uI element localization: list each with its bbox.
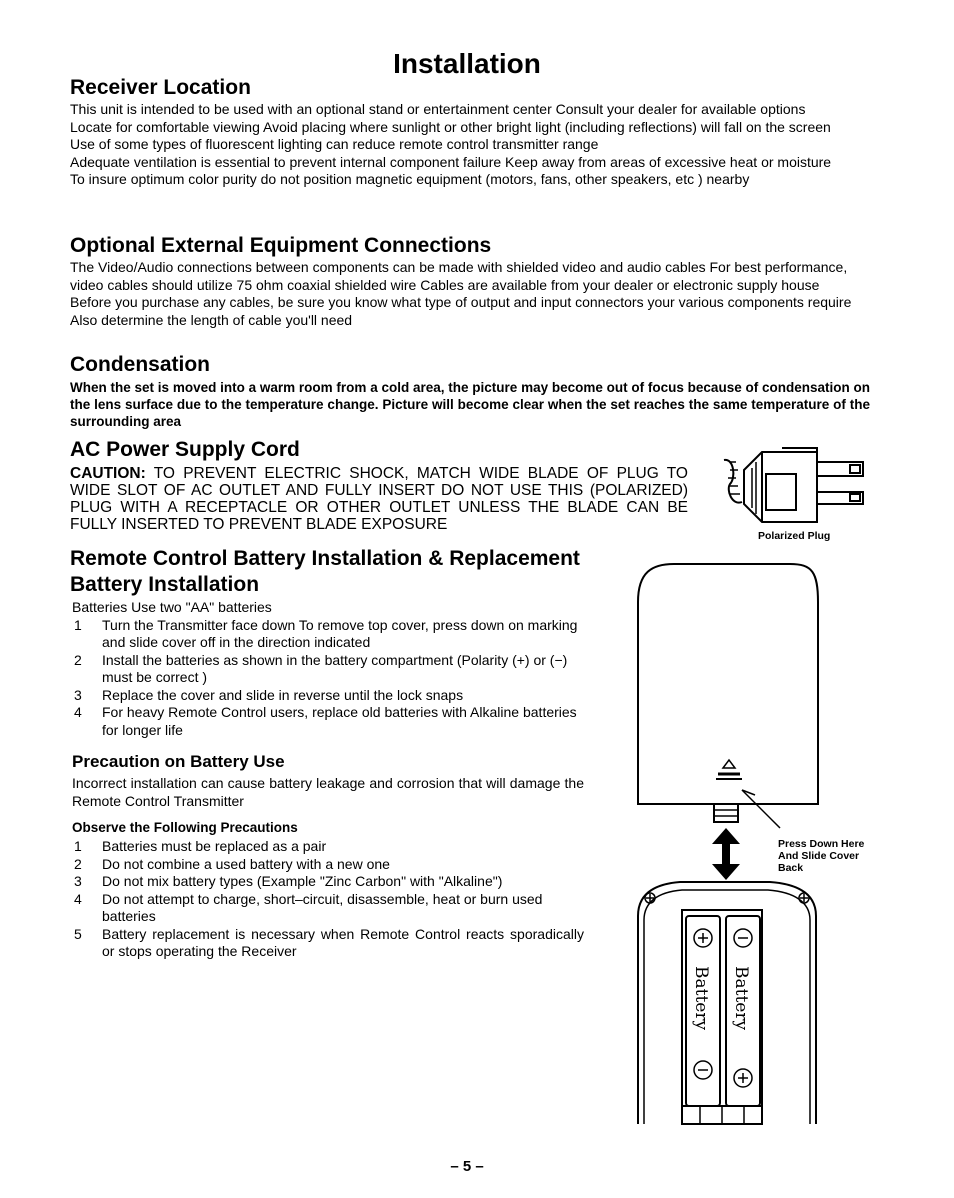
precaution-item: 3 Do not mix battery types (Example "Zinc Carbon" with "Alkaline") <box>74 873 503 889</box>
external-paragraph: The Video/Audio connections between components can be made with shielded video and audio cables For best performance, video cables should utilize 75 ohm coaxial shielded wire Cables are available from your dealer or electronic supply house <box>70 259 848 293</box>
battery-label-right: Battery <box>731 966 751 1031</box>
battery-installation-body <box>72 599 586 739</box>
page-title: Installation <box>393 48 541 79</box>
condensation-section <box>70 353 870 430</box>
page-number: – 5 – <box>450 1158 484 1175</box>
receiver-paragraph: This unit is intended to be used with an optional stand or entertainment center Consult your dealer for available options <box>70 101 806 117</box>
condensation-heading: Condensation <box>70 353 210 376</box>
precaution-item: 2 Do not combine a used battery with a new one <box>74 855 390 872</box>
precaution-item: 4 Do not attempt to charge, short–circuit, disassemble, heat or burn used batteries <box>74 890 543 924</box>
precaution-text: Incorrect installation can cause battery leakage and corrosion that will damage the Remote Control Transmitter <box>72 775 584 809</box>
external-connections-section <box>70 234 870 329</box>
install-steps <box>72 617 586 740</box>
receiver-paragraph: To insure optimum color purity do not position magnetic equipment (motors, fans, other speakers, etc ) nearby <box>70 171 750 187</box>
ac-power-heading: AC Power Supply Cord <box>70 438 300 461</box>
external-connections-heading: Optional External Equipment Connections <box>70 234 492 257</box>
receiver-location-section <box>70 76 870 189</box>
remote-control-section <box>70 547 630 597</box>
step-item: 3 Replace the cover and slide in reverse until the lock snaps <box>74 686 464 703</box>
step-item: 1 Turn the Transmitter face down To remove top cover, press down on marking and slide cover off in the direction indicated <box>74 616 578 650</box>
caution-text <box>70 465 688 533</box>
remote-control-heading: Remote Control Battery Installation & Replacement <box>70 547 580 570</box>
press-down-caption: Press Down Here And Slide Cover Back <box>778 838 865 874</box>
battery-installation-heading: Battery Installation <box>70 573 260 596</box>
precaution-item: 5 Battery replacement is necessary when Remote Control reacts sporadically or stops operating the Receiver <box>74 925 584 959</box>
precaution-list <box>72 838 584 961</box>
precaution-item: 1 Batteries must be replaced as a pair <box>74 838 327 854</box>
receiver-paragraph: Locate for comfortable viewing Avoid placing where sunlight or other bright light (including reflections) will fall on the screen <box>70 118 831 135</box>
battery-label-left: Battery <box>691 966 711 1031</box>
receiver-paragraph: Adequate ventilation is essential to prevent internal component failure Keep away from areas of excessive heat or moisture <box>70 153 832 170</box>
battery-intro: Batteries Use two "AA" batteries <box>72 599 272 615</box>
step-item: 2 Install the batteries as shown in the battery compartment (Polarity (+) or (−) must be correct ) <box>74 651 568 685</box>
polarized-plug-figure <box>722 440 872 550</box>
receiver-location-heading: Receiver Location <box>70 76 251 99</box>
caution-label: CAUTION: <box>70 465 146 482</box>
observe-heading: Observe the Following Precautions <box>72 820 298 835</box>
observe-section <box>72 820 584 961</box>
caution-body: TO PREVENT ELECTRIC SHOCK, MATCH WIDE BLADE OF PLUG TO WIDE SLOT OF AC OUTLET AND FULLY INSERT DO NOT USE THIS (POLARIZED) PLUG WITH A RECEPTACLE OR OTHER OUTLET UNLESS THE BLADE CAN BE FULLY INSERTED TO PREVENT BLADE EXPOSURE <box>70 465 688 533</box>
polarized-plug-icon <box>722 440 872 528</box>
ac-power-section <box>70 438 688 533</box>
plug-caption: Polarized Plug <box>758 530 831 542</box>
receiver-paragraph: Use of some types of fluorescent lighting can reduce remote control transmitter range <box>70 136 599 152</box>
step-item: 4 For heavy Remote Control users, replace old batteries with Alkaline batteries for longer life <box>74 704 577 738</box>
precaution-heading: Precaution on Battery Use <box>72 752 285 771</box>
external-paragraph: Before you purchase any cables, be sure you know what type of output and input connectors your various components require Also determine the length of cable you'll need <box>70 294 852 328</box>
precaution-section <box>72 752 584 810</box>
condensation-text: When the set is moved into a warm room from a cold area, the picture may become out of focus because of condensation on the lens surface due to the temperature change. Picture will become clear when the set reaches the same temperature of the surrounding area <box>70 380 870 429</box>
